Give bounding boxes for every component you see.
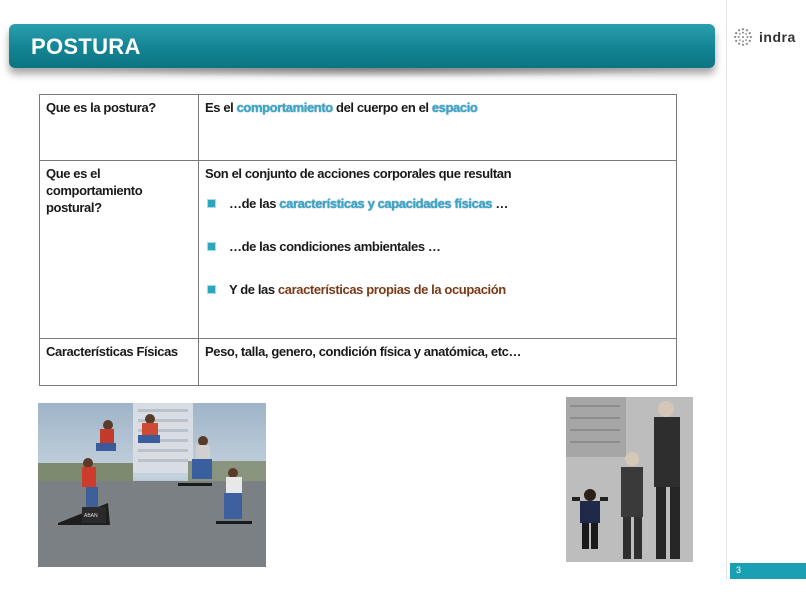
indra-logo-text: indra <box>759 29 796 45</box>
highlight-term: características y capacidades físicas <box>279 196 493 211</box>
table-row <box>40 339 677 386</box>
bullet-text: Y de las <box>229 282 278 297</box>
highlight-term: comportamiento <box>236 100 333 115</box>
table-row <box>40 95 677 161</box>
table-row <box>40 161 677 339</box>
question-cell: Que es el comportamiento postural? <box>40 161 199 339</box>
answer-cell <box>199 95 677 161</box>
skateboarder-photo <box>38 403 266 567</box>
right-divider <box>726 0 727 580</box>
slide-title-bar <box>9 24 715 68</box>
bullet-text: …de las <box>229 196 280 211</box>
list-item <box>205 238 670 255</box>
title-shadow <box>60 68 700 78</box>
answer-text: del cuerpo en el <box>332 100 432 115</box>
posture-table <box>39 94 677 386</box>
question-cell: Que es la postura? <box>40 95 199 161</box>
page-number: 3 <box>736 565 742 575</box>
answer-cell: Peso, talla, genero, condición física y anatómica, etc… <box>199 339 677 386</box>
page-number-bar <box>730 563 806 579</box>
question-cell: Características Físicas <box>40 339 199 386</box>
persons-illustration <box>566 397 693 562</box>
highlight-term: espacio <box>431 100 478 115</box>
highlight-term: características propias de la ocupación <box>277 282 506 297</box>
bullet-list <box>205 195 670 298</box>
slide-title: POSTURA <box>31 34 141 59</box>
answer-intro: Son el conjunto de acciones corporales que resultan <box>205 166 512 181</box>
answer-text: Es el <box>205 100 237 115</box>
skateboarder-illustration <box>38 403 266 567</box>
answer-cell <box>199 161 677 339</box>
height-comparison-photo <box>566 397 693 562</box>
list-item <box>205 281 670 298</box>
bullet-text: … <box>492 196 508 211</box>
bullet-text: …de las condiciones ambientales … <box>229 239 441 254</box>
ramp-sign-text: ABAN <box>84 513 98 519</box>
indra-logo-icon <box>733 27 753 47</box>
indra-logo <box>733 27 796 47</box>
list-item <box>205 195 670 212</box>
